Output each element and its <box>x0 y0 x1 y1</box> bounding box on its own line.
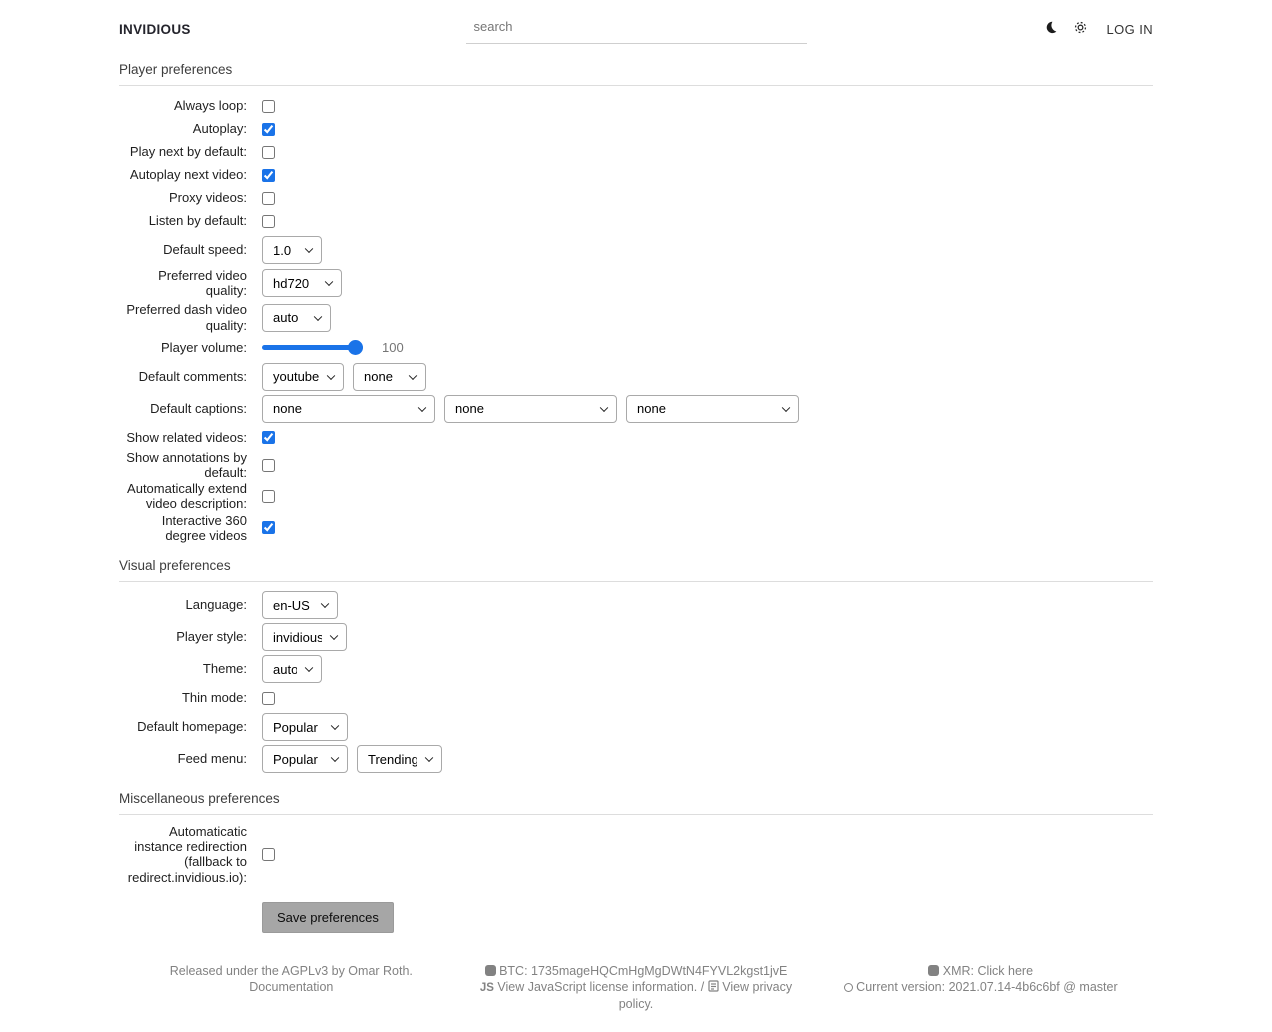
footer-license-column <box>119 963 464 1014</box>
section-title-player-preferences: Player preferences <box>119 48 1153 86</box>
play-next-checkbox[interactable] <box>262 146 275 159</box>
pref-row-player-volume <box>119 337 1153 359</box>
btc-address: BTC: 1735mageHQCmHgMgDWtN4FYVL2kgst1jvE <box>499 963 788 978</box>
default-homepage-select[interactable] <box>262 713 348 741</box>
field-label: Default captions: <box>150 401 247 417</box>
feed-menu-2-select[interactable] <box>357 745 442 773</box>
annotations-checkbox[interactable] <box>262 459 275 472</box>
pref-row-language <box>119 591 1153 619</box>
pref-row-thin-mode <box>119 687 1153 709</box>
pref-row-annotations <box>119 450 1153 480</box>
javascript-icon: JS <box>479 982 494 995</box>
autoplay-checkbox[interactable] <box>262 123 275 136</box>
captions-3-select[interactable] <box>626 395 799 423</box>
documentation-link[interactable]: Documentation <box>249 980 334 995</box>
footer-separator: / <box>700 980 705 995</box>
top-navigation-bar <box>0 0 1272 48</box>
preferences-form <box>119 48 1153 933</box>
field-label: Show related videos: <box>126 430 247 446</box>
pref-row-instance-redirection <box>119 824 1153 885</box>
privacy-policy-link[interactable]: View privacy policy. <box>618 980 793 1012</box>
field-label: Show annotations by default: <box>126 449 247 481</box>
field-label: Preferred dash video quality: <box>126 302 247 333</box>
footer-version-column <box>808 963 1153 1014</box>
field-label: Theme: <box>202 661 247 677</box>
player-volume-value: 100 <box>382 340 404 356</box>
section-title-miscellaneous-preferences: Miscellaneous preferences <box>119 777 1153 815</box>
monero-icon <box>928 965 939 976</box>
field-label: Play next by default: <box>129 144 247 160</box>
license-text: Released under the AGPLv3 by Omar Roth. <box>169 963 413 978</box>
invidious-logo[interactable]: INVIDIOUS <box>119 21 191 37</box>
default-speed-select[interactable] <box>262 236 322 264</box>
theme-select[interactable] <box>262 655 322 683</box>
field-label: Automaticatic instance redirection (fallback to redirect.invidious.io): <box>127 824 247 885</box>
dash-quality-select[interactable] <box>262 304 331 332</box>
pref-row-play-next <box>119 141 1153 163</box>
search-input[interactable] <box>466 14 807 44</box>
footer-donate-column <box>464 963 809 1014</box>
feed-menu-1-select[interactable] <box>262 745 348 773</box>
pref-row-dash-quality <box>119 302 1153 332</box>
field-label: Feed menu: <box>177 751 247 767</box>
bitcoin-icon <box>485 965 496 976</box>
pref-row-default-homepage <box>119 713 1153 741</box>
autoplay-next-video-checkbox[interactable] <box>262 169 275 182</box>
pref-row-feed-menu <box>119 745 1153 773</box>
instance-redirection-checkbox[interactable] <box>262 848 275 861</box>
field-label: Autoplay: <box>192 121 247 137</box>
xmr-link[interactable]: XMR: Click here <box>942 963 1034 978</box>
login-link[interactable]: LOG IN <box>1106 21 1153 37</box>
pref-row-always-loop <box>119 95 1153 117</box>
always-loop-checkbox[interactable] <box>262 100 275 113</box>
pref-row-autoplay <box>119 118 1153 140</box>
pref-row-video-quality <box>119 268 1153 298</box>
js-license-link[interactable]: View JavaScript license information. <box>497 980 698 995</box>
save-preferences-button[interactable]: Save preferences <box>262 902 394 933</box>
field-label: Default homepage: <box>137 719 247 735</box>
field-label: Player volume: <box>161 340 247 356</box>
listen-by-default-checkbox[interactable] <box>262 215 275 228</box>
pref-row-extend-description <box>119 481 1153 511</box>
preferences-button[interactable] <box>1073 20 1088 38</box>
github-icon <box>844 983 853 992</box>
pref-row-player-style <box>119 623 1153 651</box>
pref-row-360-videos <box>119 513 1153 543</box>
field-label: Default speed: <box>163 242 247 258</box>
document-icon <box>708 980 719 997</box>
language-select[interactable] <box>262 591 338 619</box>
comments-source-2-select[interactable] <box>353 363 426 391</box>
section-title-visual-preferences: Visual preferences <box>119 544 1153 582</box>
field-label: Preferred video quality: <box>158 268 247 299</box>
field-label: Player style: <box>176 629 247 645</box>
proxy-videos-checkbox[interactable] <box>262 192 275 205</box>
player-style-select[interactable] <box>262 623 347 651</box>
version-link[interactable]: Current version: 2021.07.14-4b6c6bf @ master <box>856 980 1118 995</box>
field-label: Language: <box>185 597 247 613</box>
field-label: Automatically extend video description: <box>127 481 247 512</box>
field-label: Proxy videos: <box>168 190 247 206</box>
related-videos-checkbox[interactable] <box>262 431 275 444</box>
field-label: Default comments: <box>138 369 247 385</box>
captions-2-select[interactable] <box>444 395 617 423</box>
moon-icon <box>1043 20 1058 38</box>
pref-row-default-captions <box>119 395 1153 423</box>
pref-row-default-comments <box>119 363 1153 391</box>
comments-source-1-select[interactable] <box>262 363 344 391</box>
field-label: Interactive 360 degree videos <box>161 512 247 543</box>
pref-row-proxy-videos <box>119 187 1153 209</box>
field-label: Thin mode: <box>181 690 247 706</box>
field-label: Autoplay next video: <box>129 167 247 183</box>
field-label: Always loop: <box>174 98 247 114</box>
pref-row-related-videos <box>119 427 1153 449</box>
pref-row-listen-by-default <box>119 210 1153 232</box>
page-footer <box>119 963 1153 1032</box>
captions-1-select[interactable] <box>262 395 435 423</box>
extend-description-checkbox[interactable] <box>262 490 275 503</box>
gear-icon <box>1073 20 1088 38</box>
dark-mode-toggle[interactable] <box>1043 20 1058 38</box>
field-label: Listen by default: <box>148 213 247 229</box>
video-quality-select[interactable] <box>262 269 342 297</box>
pref-row-autoplay-next <box>119 164 1153 186</box>
interactive-360-checkbox[interactable] <box>262 521 275 534</box>
pref-row-default-speed <box>119 236 1153 264</box>
thin-mode-checkbox[interactable] <box>262 692 275 705</box>
pref-row-theme <box>119 655 1153 683</box>
player-volume-slider[interactable] <box>262 340 363 356</box>
